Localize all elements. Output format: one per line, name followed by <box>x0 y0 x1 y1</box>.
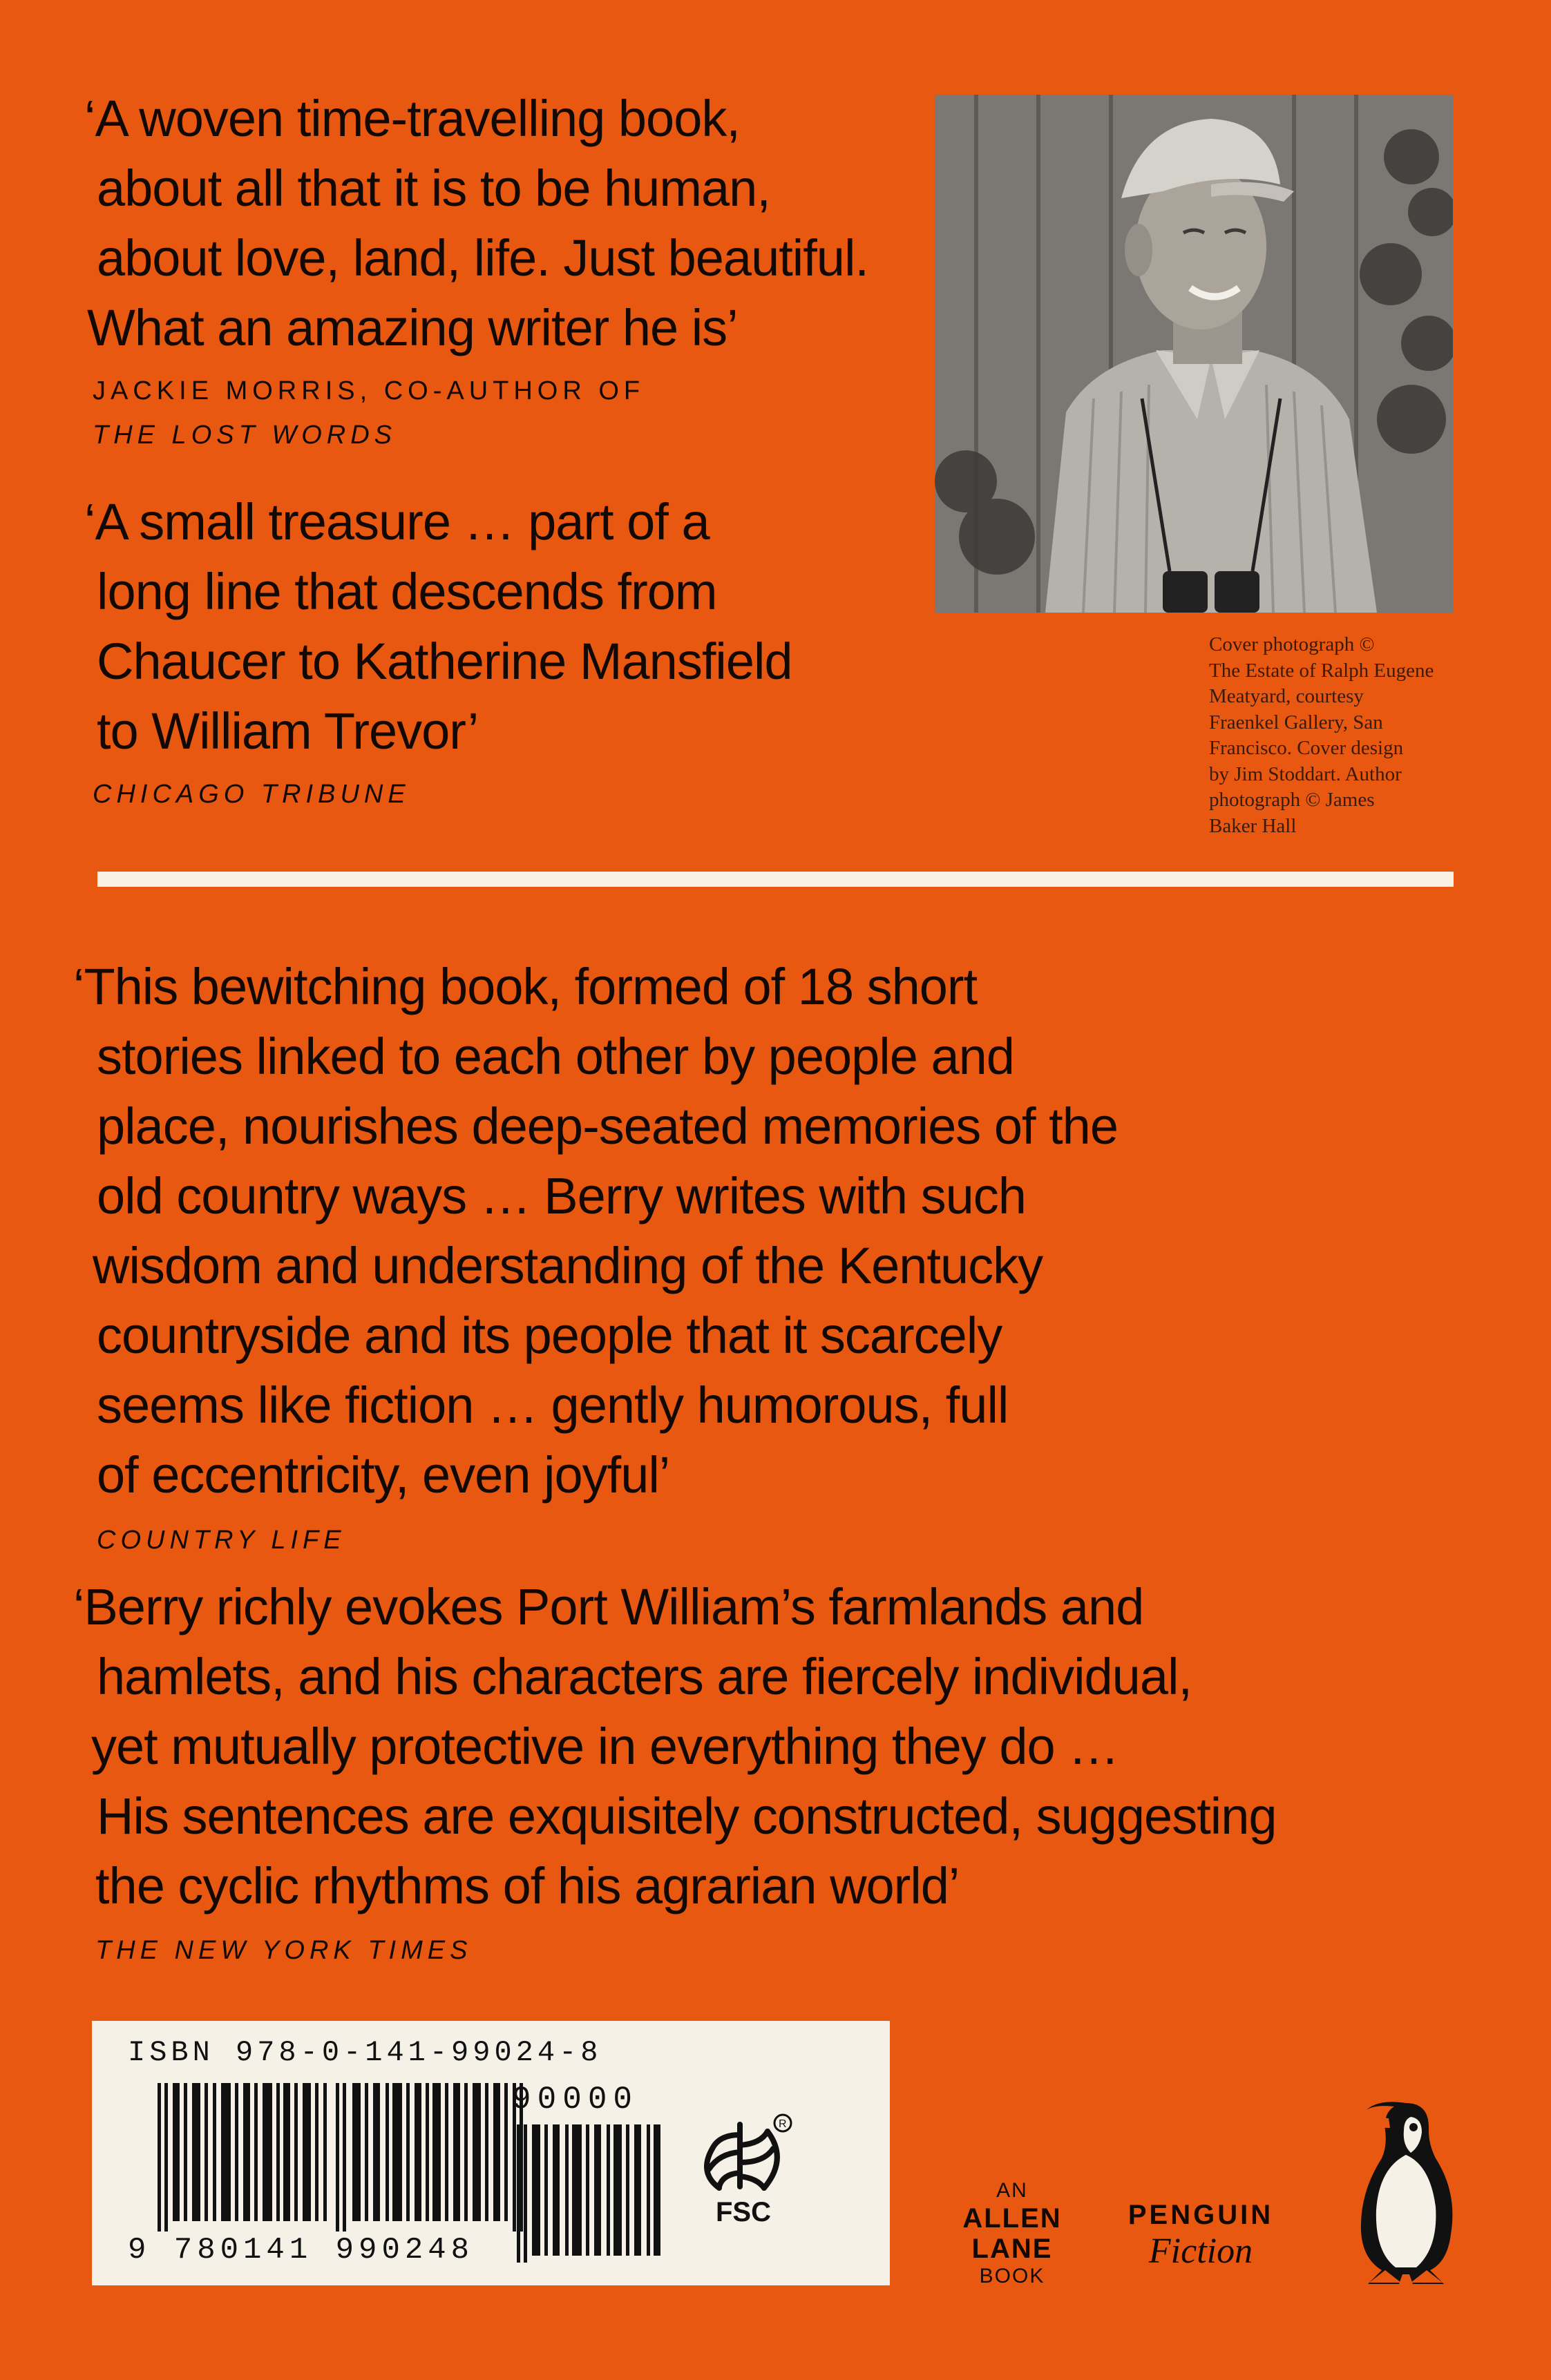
credit-line: Cover photograph © <box>1209 633 1375 655</box>
quote-line: the cyclic rhythms of his agrarian world’ <box>95 1857 960 1914</box>
credit-line: Fraenkel Gallery, San <box>1209 711 1383 733</box>
quote-line: yet mutually protective in everything they do … <box>91 1718 1119 1775</box>
quote-line: countryside and its people that it scarcely <box>97 1307 1002 1364</box>
penguin-fiction-label <box>1118 2198 1284 2272</box>
quote-1-attribution <box>93 369 645 457</box>
quote-line: about love, land, life. Just beautiful. <box>97 229 868 287</box>
attribution-line: COUNTRY LIFE <box>97 1526 346 1555</box>
credit-line: Baker Hall <box>1209 814 1297 837</box>
imprint-line: ALLEN <box>962 2203 1062 2234</box>
quote-line: His sentences are exquisitely constructed, suggesting <box>97 1787 1277 1845</box>
quote-line: ‘Berry richly evokes Port William’s farmlands and <box>73 1578 1144 1635</box>
quote-line: Chaucer to Katherine Mansfield <box>97 633 792 690</box>
quote-3-attribution <box>97 1518 346 1562</box>
quote-line: place, nourishes deep-seated memories of the <box>97 1097 1118 1155</box>
credit-line: Meatyard, courtesy <box>1209 685 1364 707</box>
quote-line: to William Trevor’ <box>97 702 479 760</box>
quote-line: old country ways … Berry writes with such <box>97 1167 1026 1225</box>
quote-line: seems like fiction … gently humorous, full <box>97 1376 1009 1434</box>
credit-line: photograph © James <box>1209 789 1375 811</box>
quote-4 <box>73 1572 1277 1921</box>
quote-line: What an amazing writer he is’ <box>87 299 738 356</box>
quote-line: long line that descends from <box>97 563 717 620</box>
price-barcode <box>517 2124 665 2263</box>
barcode-panel <box>92 2021 890 2285</box>
quote-line: hamlets, and his characters are fiercely individual, <box>97 1648 1192 1705</box>
credit-line: Francisco. Cover design <box>1209 737 1404 759</box>
quote-line: ‘A woven time-travelling book, <box>84 90 740 147</box>
attribution-line: THE LOST WORDS <box>93 421 397 450</box>
photo-credits <box>1209 632 1472 839</box>
penguin-label: PENGUIN <box>1127 2200 1274 2230</box>
attribution-line: JACKIE MORRIS, CO-AUTHOR OF <box>93 376 645 405</box>
allen-lane-imprint <box>953 2178 1071 2289</box>
quote-4-attribution <box>95 1928 472 1973</box>
quote-line: ‘A small treasure … part of a <box>84 493 710 550</box>
quote-line: about all that it is to be human, <box>97 160 770 217</box>
quote-line: of eccentricity, even joyful’ <box>97 1446 670 1504</box>
imprint-line: BOOK <box>979 2265 1045 2287</box>
quote-line: wisdom and understanding of the Kentucky <box>93 1237 1043 1294</box>
quote-line: stories linked to each other by people and <box>97 1028 1014 1085</box>
section-divider <box>97 872 1454 887</box>
credit-line: by Jim Stoddart. Author <box>1209 762 1402 785</box>
imprint-line: LANE <box>971 2234 1053 2264</box>
isbn-barcode <box>158 2083 534 2232</box>
attribution-line: THE NEW YORK TIMES <box>95 1936 473 1965</box>
attribution-line: CHICAGO TRIBUNE <box>93 780 410 809</box>
price-code: 90000 <box>512 2082 639 2118</box>
penguin-logo-icon <box>1347 2089 1465 2290</box>
isbn-digits: 9 780141 990248 <box>128 2233 475 2267</box>
quote-1 <box>84 84 868 363</box>
fsc-tree-icon <box>692 2111 795 2232</box>
quote-line: ‘This bewitching book, formed of 18 short <box>73 958 978 1015</box>
fsc-label: FSC <box>716 2197 771 2227</box>
isbn-label: ISBN 978-0-141-99024-8 <box>128 2036 602 2069</box>
fiction-label: Fiction <box>1148 2232 1253 2271</box>
quote-2-attribution <box>93 772 410 816</box>
svg-text:R: R <box>779 2118 787 2130</box>
credit-line: The Estate of Ralph Eugene <box>1209 659 1434 682</box>
imprint-line: AN <box>996 2179 1028 2202</box>
author-photo <box>935 95 1453 613</box>
quote-3 <box>73 952 1118 1510</box>
quote-2 <box>84 487 792 766</box>
